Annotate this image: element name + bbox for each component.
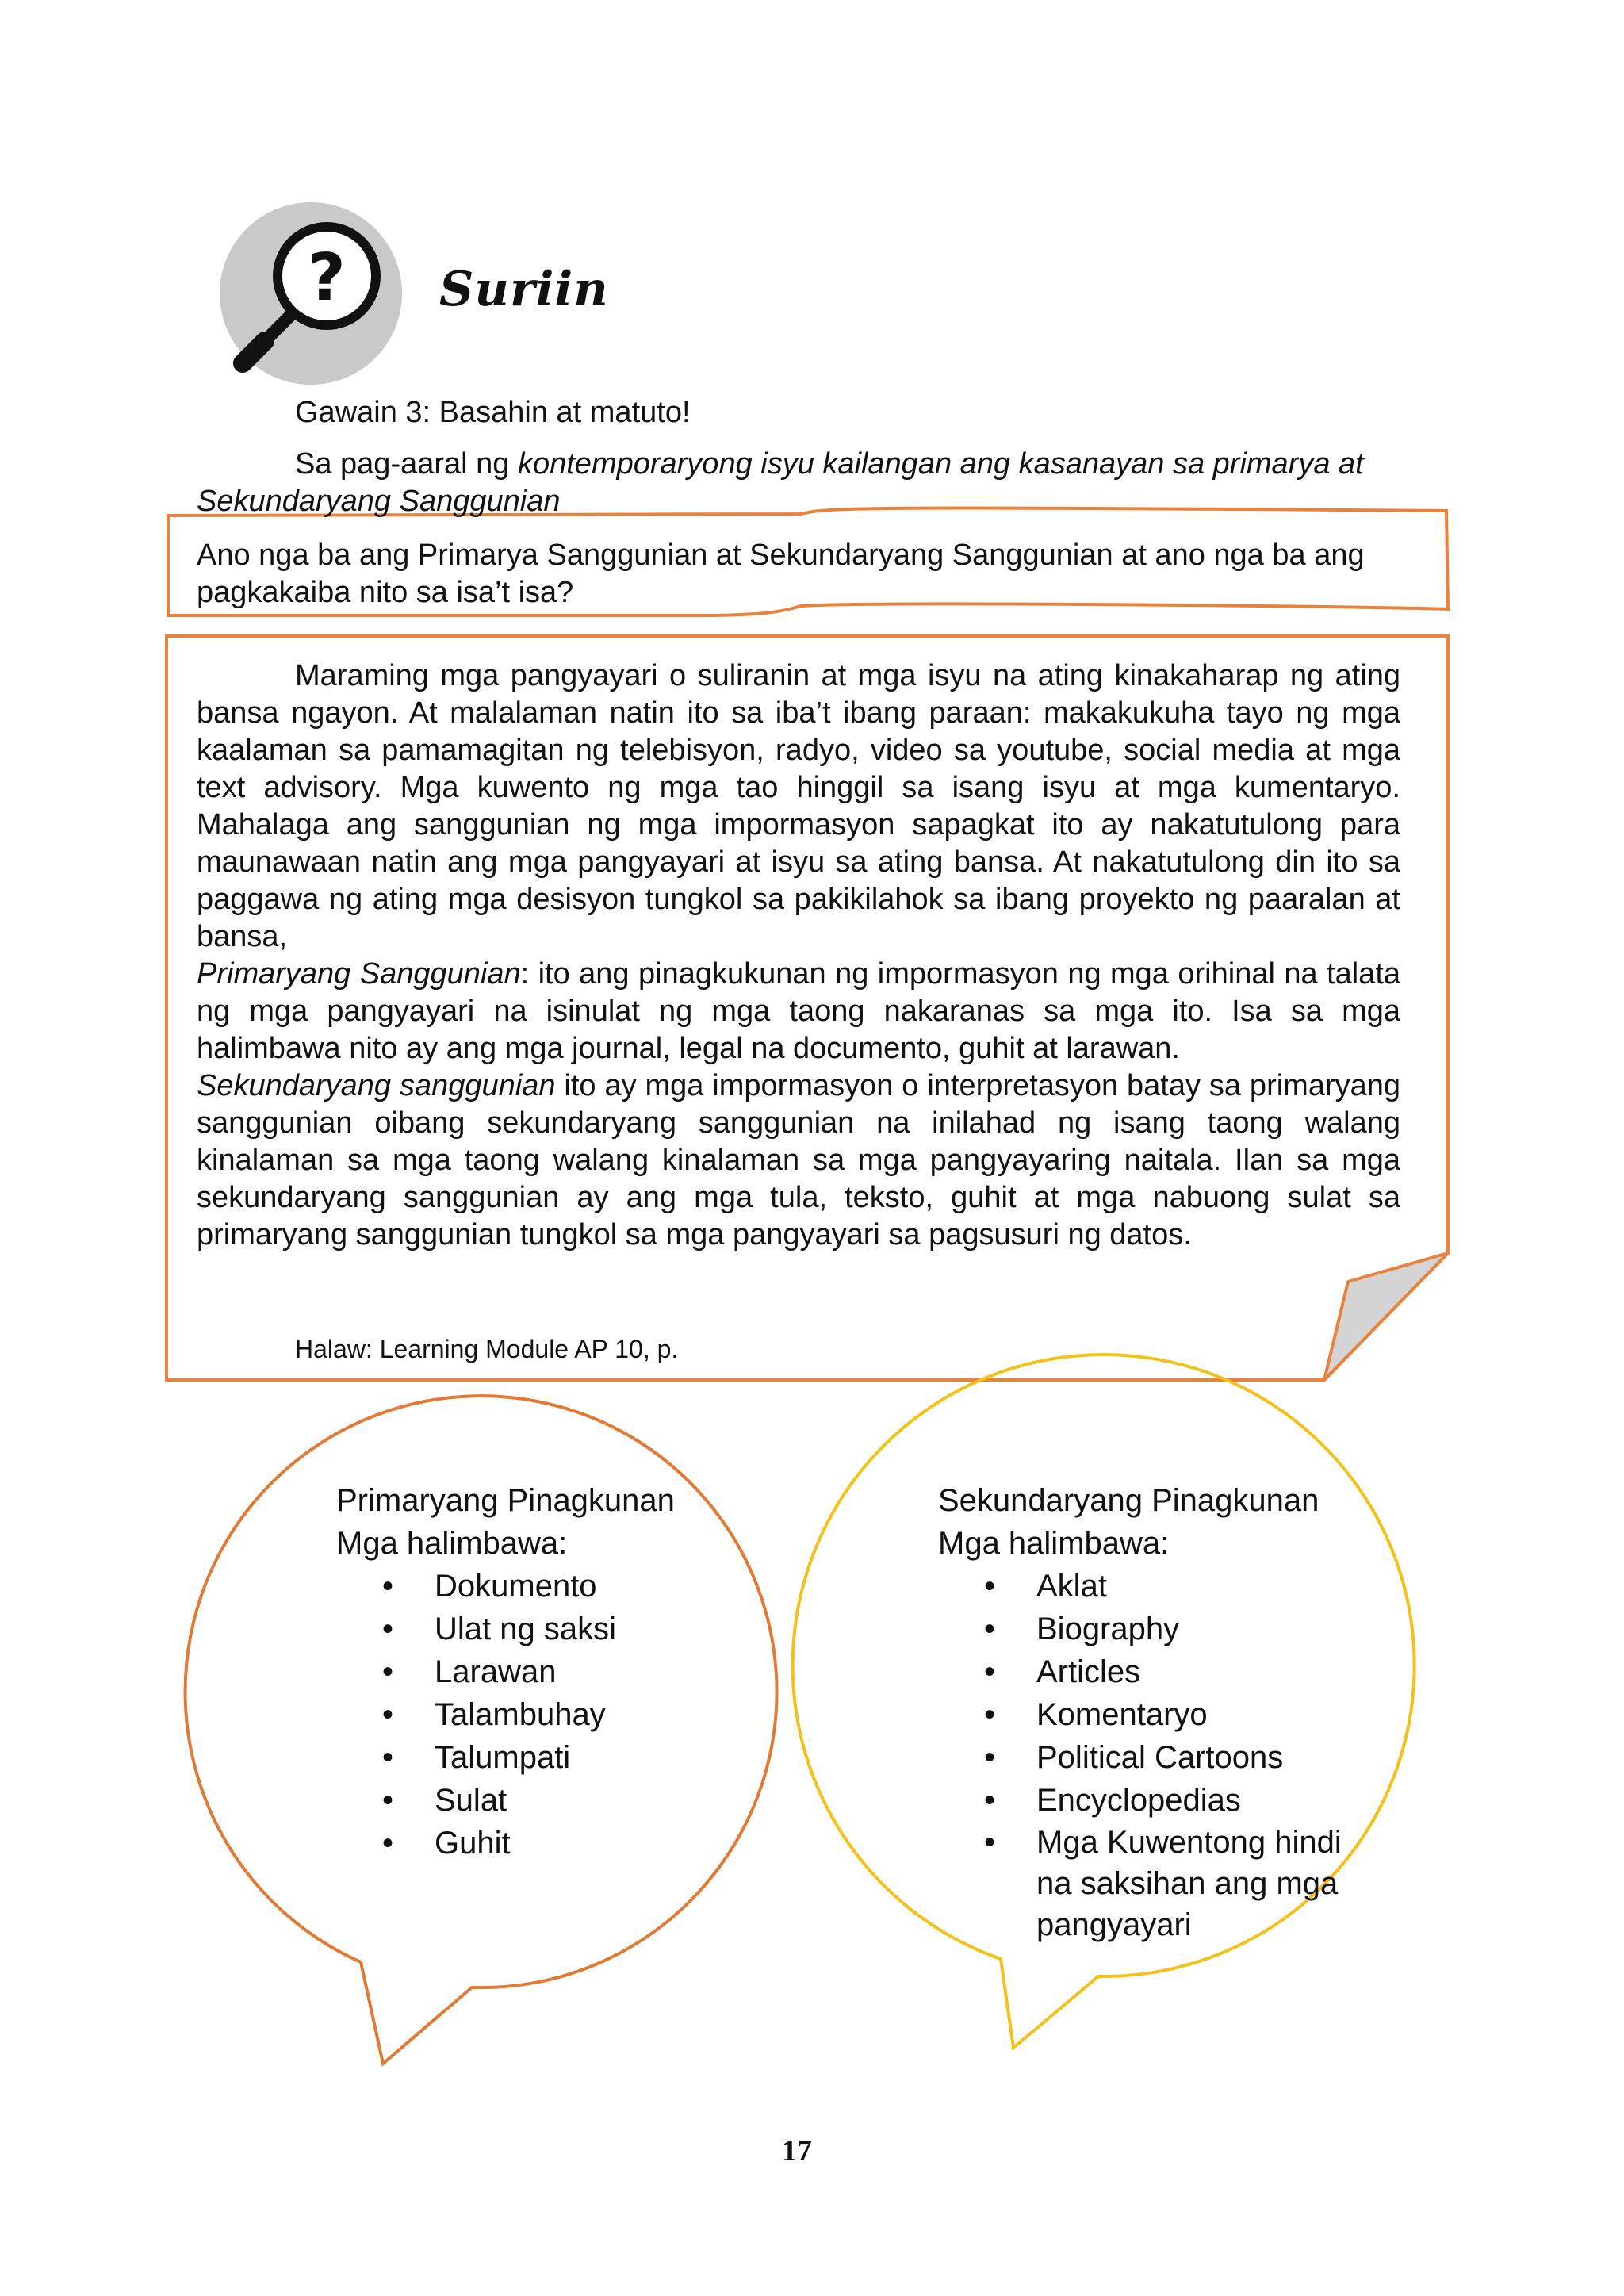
secondary-bubble-title: Sekundaryang Pinagkunan — [938, 1483, 1320, 1518]
primary-sources-list — [336, 1479, 780, 1865]
secondary-examples-list — [938, 1565, 1382, 1945]
list-item: • Political Cartoons — [938, 1736, 1382, 1779]
guide-question: Ano nga ba ang Primarya Sanggunian at Sekundaryang Sanggunian at ano nga ba ang pagkakaiba nito sa isa’t isa? — [197, 539, 1365, 609]
list-item: • Mga Kuwentong hindi na saksihan ang mga pangyayari — [938, 1822, 1382, 1945]
page-number: 17 — [782, 2134, 812, 2168]
intro-lead: Sa pag-aaral ng — [295, 447, 518, 481]
reading-passage — [197, 657, 1400, 1254]
activity-label: Gawain 3: Basahin at matuto! — [295, 396, 691, 429]
list-item: • Larawan — [336, 1650, 780, 1693]
passage-secondary-definition: Sekundaryang sanggunian ito ay mga impormasyon o interpretasyon batay sa primaryang sanggunian oibang sekundaryang sanggunian na inilahad ng isang taong walang kinalaman sa mga taong walang kinalaman sa mga pangyayaring naitala. Ilan sa mga sekundaryang sanggunian ay ang mga tula, teksto, guhit at mga nabuong sulat sa primaryang sanggunian tungkol sa mga pangyayari sa pagsusuri ng datos. — [197, 1069, 1401, 1251]
list-item: • Ulat ng saksi — [336, 1608, 780, 1650]
svg-text:?: ? — [308, 240, 346, 316]
secondary-bubble-subtitle: Mga halimbawa: — [938, 1526, 1170, 1561]
secondary-sources-list — [938, 1479, 1382, 1945]
secondary-term: Sekundaryang sanggunian — [197, 1069, 556, 1102]
list-item: • Aklat — [938, 1565, 1382, 1608]
intro-emphasis: kontemporaryong isyu kailangan ang kasanayan sa primarya at Sekundaryang Sanggunian — [197, 447, 1364, 518]
passage-primary-definition: Primaryang Sanggunian: ito ang pinagkukunan ng impormasyon ng mga orihinal na talata ng mga pangyayari na isinulat ng mga taong nakaranas sa mga ito. Isa sa mga halimbawa nito ay ang mga journal, legal na documento, guhit at larawan. — [197, 957, 1401, 1065]
primary-examples-list — [336, 1565, 780, 1865]
list-item: • Dokumento — [336, 1565, 780, 1608]
list-item: • Encyclopedias — [938, 1779, 1382, 1822]
list-item: • Komentaryo — [938, 1693, 1382, 1736]
primary-term: Primaryang Sanggunian — [197, 957, 521, 991]
primary-bubble-title: Primaryang Pinagkunan — [336, 1483, 675, 1518]
list-item: • Guhit — [336, 1822, 780, 1865]
list-item: • Articles — [938, 1650, 1382, 1693]
folded-corner — [1324, 1253, 1448, 1380]
list-item: • Talambuhay — [336, 1693, 780, 1736]
list-item: • Biography — [938, 1608, 1382, 1650]
section-title: Suriin — [439, 262, 609, 317]
source-citation: Halaw: Learning Module AP 10, p. — [295, 1335, 679, 1363]
primary-bubble-subtitle: Mga halimbawa: — [336, 1526, 568, 1561]
intro-text — [197, 446, 1402, 520]
magnifier-question-icon — [220, 202, 402, 385]
passage-paragraph-1: Maraming mga pangyayari o suliranin at mga isyu na ating kinakaharap ng ating bansa ngayon. At malalaman natin ito sa iba’t ibang paraan: makakukuha tayo ng mga kaalaman sa pamamagitan ng telebisyon, radyo, video sa youtube, social media at mga text advisory. Mga kuwento ng mga tao hinggil sa isang isyu at mga kumentaryo. Mahalaga ang sanggunian ng mga impormasyon sapagkat ito ay nakatutulong para maunawaan natin ang mga pangyayari at isyu sa ating bansa. At nakatutulong din ito sa paggawa ng ating mga desisyon tungkol sa pakikilahok sa ibang proyekto ng paaralan at bansa, — [197, 659, 1400, 953]
list-item: • Sulat — [336, 1779, 780, 1822]
list-item: • Talumpati — [336, 1736, 780, 1779]
